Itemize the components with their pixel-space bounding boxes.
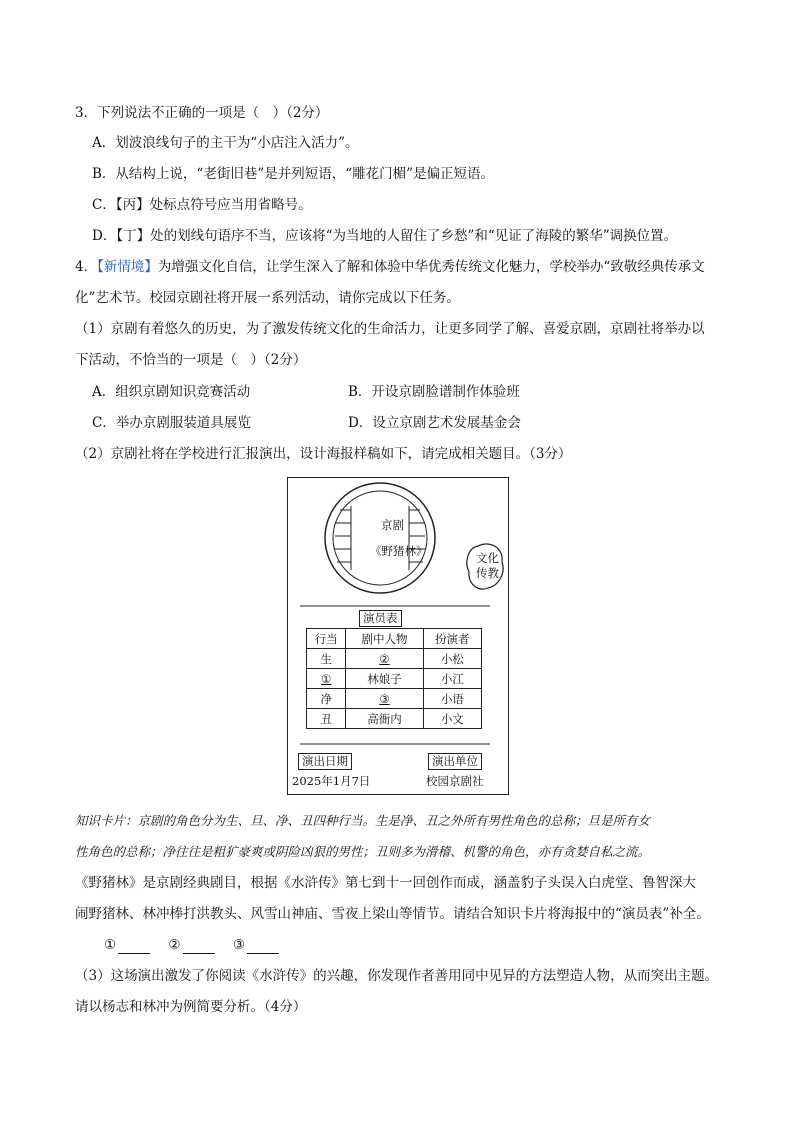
cast-title: 演员表 bbox=[359, 610, 402, 627]
answer-blank-2[interactable] bbox=[183, 941, 215, 954]
header-character: 剧中人物 bbox=[346, 629, 423, 649]
date-label: 演出日期 bbox=[298, 753, 352, 770]
cell-role: 净 bbox=[307, 689, 346, 709]
q4-intro-text: 为增强文化自信，让学生深入了解和体验中华优秀传统文化魅力，学校举办“致敬经典传承文 bbox=[157, 259, 705, 275]
q4-sub1-option-d: D．设立京剧艺术发展基金会 bbox=[348, 415, 521, 431]
cell-actor: 小江 bbox=[423, 669, 481, 689]
knowledge-card-line2: 性角色的总称；净往往是粗犷豪爽或阴险凶狠的男性；丑则多为滑稽、机警的角色，亦有贪婪自私之流。 bbox=[75, 844, 651, 859]
q4-sub1-option-a: A．组织京剧知识竞赛活动 bbox=[92, 384, 251, 400]
q3-option-b: B．从结构上说，“老街旧巷”是并列短语，“雕花门楣”是偏正短语。 bbox=[92, 166, 495, 182]
cell-role bbox=[307, 669, 346, 689]
q4-tag: 【新情境】 bbox=[97, 259, 158, 275]
date-value: 2025年1月7日 bbox=[292, 774, 371, 788]
window-lattice-right bbox=[409, 506, 425, 570]
cell-character: 高衙内 bbox=[346, 709, 423, 729]
q4-intro-line2: 化”艺术节。校园京剧社将开展一系列活动，请你完成以下任务。 bbox=[75, 290, 460, 306]
table-row bbox=[307, 649, 482, 669]
poster-play-title: 《野猪林》 bbox=[370, 544, 428, 558]
q4-sub1-option-b: B．开设京剧脸谱制作体验班 bbox=[348, 384, 520, 400]
table-header-row bbox=[307, 629, 482, 649]
cell-character bbox=[346, 649, 423, 669]
q3-option-a: A．划波浪线句子的主干为“小店注入活力”。 bbox=[92, 135, 359, 151]
q4-sub1-line2: 下活动，不恰当的一项是（ ）（2分） bbox=[75, 352, 307, 368]
header-actor: 扮演者 bbox=[423, 629, 481, 649]
q4-sub1-line1: （1）京剧有着悠久的历史，为了激发传统文化的生命活力，让更多同学了解、喜爱京剧，京剧社将举办以 bbox=[75, 321, 705, 337]
knowledge-card-line1: 知识卡片：京剧的角色分为生、旦、净、丑四种行当。生是净、丑之外所有男性角色的总称；旦是所有女 bbox=[75, 813, 651, 828]
window-lattice-left bbox=[335, 506, 351, 570]
unit-label: 演出单位 bbox=[428, 753, 482, 770]
q3-stem: 3．下列说法不正确的一项是（ ）（2分） bbox=[75, 105, 329, 121]
answer-blank-1[interactable] bbox=[118, 941, 150, 954]
table-row bbox=[307, 709, 482, 729]
blank-label-2: ② bbox=[168, 937, 181, 953]
cell-actor: 小松 bbox=[423, 649, 481, 669]
answer-blank-3[interactable] bbox=[247, 941, 279, 954]
play-intro-line2: 闹野猪林、林冲棒打洪教头、风雪山神庙、雪夜上梁山等情节。请结合知识卡片将海报中的“演员表”补全。 bbox=[75, 906, 710, 922]
unit-value: 校园京剧社 bbox=[426, 774, 484, 788]
q4-intro-line1 bbox=[75, 258, 705, 276]
table-row bbox=[307, 689, 482, 709]
q4-sub3-line1: （3）这场演出激发了你阅读《水浒传》的兴趣，你发现作者善用同中见异的方法塑造人物，从而突出主题。 bbox=[75, 968, 719, 984]
q4-number: 4． bbox=[75, 259, 98, 275]
play-intro-line1: 《野猪林》是京剧经典剧目，根据《水浒传》第七到十一回创作而成，涵盖豹子头误入白虎堂、鲁智深大 bbox=[75, 875, 696, 891]
q4-sub2: （2）京剧社将在学校进行汇报演出，设计海报样稿如下，请完成相关题目。（3分） bbox=[75, 446, 572, 462]
poster-opera: 京剧 bbox=[381, 518, 404, 532]
table-row bbox=[307, 669, 482, 689]
poster-stamp-line1: 文化 bbox=[476, 551, 499, 565]
blank-3: ③ bbox=[379, 691, 390, 706]
cell-role: 丑 bbox=[307, 709, 346, 729]
cell-character: 林娘子 bbox=[346, 669, 423, 689]
q4-sub3-line2: 请以杨志和林冲为例简要分析。（4分） bbox=[75, 999, 307, 1015]
cell-character bbox=[346, 689, 423, 709]
blank-1: ① bbox=[321, 671, 332, 686]
q4-sub1-option-c: C．举办京剧服装道具展览 bbox=[92, 415, 251, 431]
header-role-type: 行当 bbox=[307, 629, 346, 649]
cell-role: 生 bbox=[307, 649, 346, 669]
q3-option-c: C．【丙】处标点符号应当用省略号。 bbox=[92, 197, 312, 213]
q3-option-d: D．【丁】处的划线句语序不当，应该将“为当地的人留住了乡愁”和“见证了海陵的繁华”调换位置。 bbox=[92, 228, 678, 244]
blank-label-3: ③ bbox=[232, 937, 245, 953]
blank-label-1: ① bbox=[104, 937, 117, 953]
round-window-outer bbox=[325, 483, 435, 593]
cast-table bbox=[306, 628, 482, 729]
opera-poster bbox=[287, 477, 509, 795]
round-window-inner bbox=[333, 491, 427, 585]
answer-blanks bbox=[104, 936, 279, 954]
poster-stamp-line2: 传教 bbox=[476, 566, 499, 580]
cell-actor: 小文 bbox=[423, 709, 481, 729]
cell-actor: 小语 bbox=[423, 689, 481, 709]
blank-2: ② bbox=[379, 651, 390, 666]
